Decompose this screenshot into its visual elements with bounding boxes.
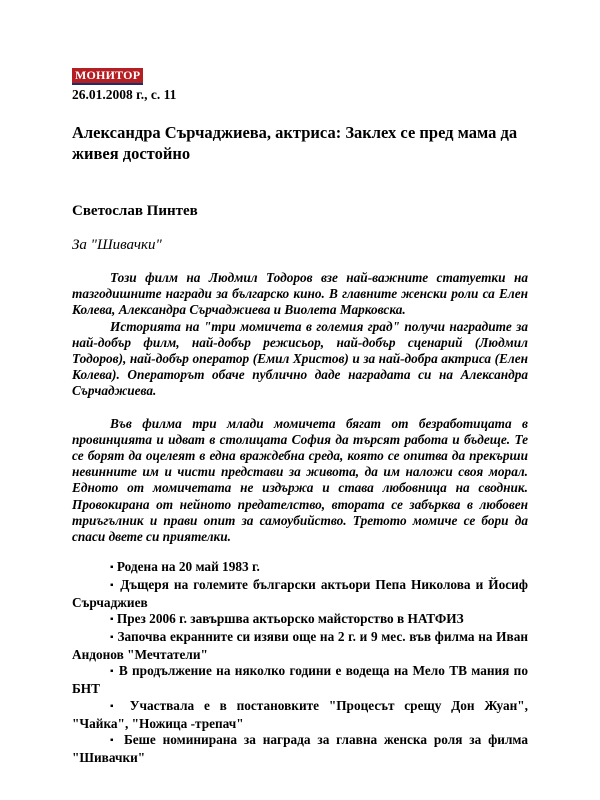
bio-list-item-text: В продължение на няколко години е водеща на Мело ТВ мания по БНТ [72,663,528,697]
bio-list-item [72,559,528,577]
bio-list [72,559,528,766]
bio-list-item-text: Участвала е в постановките "Процесът срещу Дон Жуан", "Чайка", "Ножица -трепач" [72,697,528,731]
publication-date: 26.01.2008 г., с. 11 [72,87,177,102]
bullet-icon: ▪ [110,614,114,626]
bio-list-item-text: Беше номинирана за награда за главна женска роля за филма "Шивачки" [72,732,529,765]
bio-list-item-text: Родена на 20 май 1983 г. [116,559,260,575]
bio-list-item [72,698,528,732]
paragraph: Историята на "три момичета в големия град" получи наградите за най-добър филм, най-добър режисьор, най-добър сценарий (Людмил Тодоров), най-добър оператор (Емил Христов) и за най-добра актриса (Елен Колева). Операторът обаче публично даде наградата си на Александра Сърчаджиева. [72,318,528,399]
bullet-icon: ▪ [110,579,116,591]
bio-list-item [72,577,528,611]
bullet-icon: ▪ [110,632,114,644]
paragraph: Този филм на Людмил Тодоров взе най-важните статуетки на тазгодишните награди за българско кино. В главните женски роли са Елен Колева, Александра Сърчаджиева и Виолета Марковска. [72,270,528,318]
bullet-icon: ▪ [110,700,120,712]
article-subtitle: За "Шивачки" [72,237,162,253]
bullet-icon: ▪ [110,562,114,574]
bullet-icon: ▪ [110,666,115,678]
document-page [72,66,528,767]
article-author: Светослав Пинтев [72,203,198,219]
bio-list-item-text: Дъщеря на големите български актьори Пепа Николова и Йосиф Сърчаджиев [72,576,529,610]
bio-list-item [72,611,528,629]
bio-list-item-text: Започва екранните си изяви още на 2 г. и 9 мес. във филма на Иван Андонов "Мечтатели" [72,629,528,662]
bio-list-item-text: През 2006 г. завършва актьорско майсторство в НАТФИЗ [116,611,464,627]
bullet-icon: ▪ [110,735,118,747]
bio-list-item [72,663,528,697]
monitor-logo: МОНИТОР [72,68,143,85]
article-title: Александра Сърчаджиева, актриса: Заклех се пред мама да живея достойно [72,123,518,163]
paragraph: Във филма три млади момичета бягат от безработицата в провинцията и идват в столицата София да търсят работа и бъдеще. Те се борят да оцелеят в една враждебна среда, която се опитва да прекърши невинните им и чисти представи за живота, да им наложи своя морал. Едното от момичетата не издържа и става любовница на сводник. Провокирана от нейното предателство, втората се забърква в любовен триъгълник и прави опит за самоубийство. Третото момиче се бори да спаси двете си приятелки. [72,415,528,545]
bio-list-item [72,629,528,663]
bio-list-item [72,732,528,766]
